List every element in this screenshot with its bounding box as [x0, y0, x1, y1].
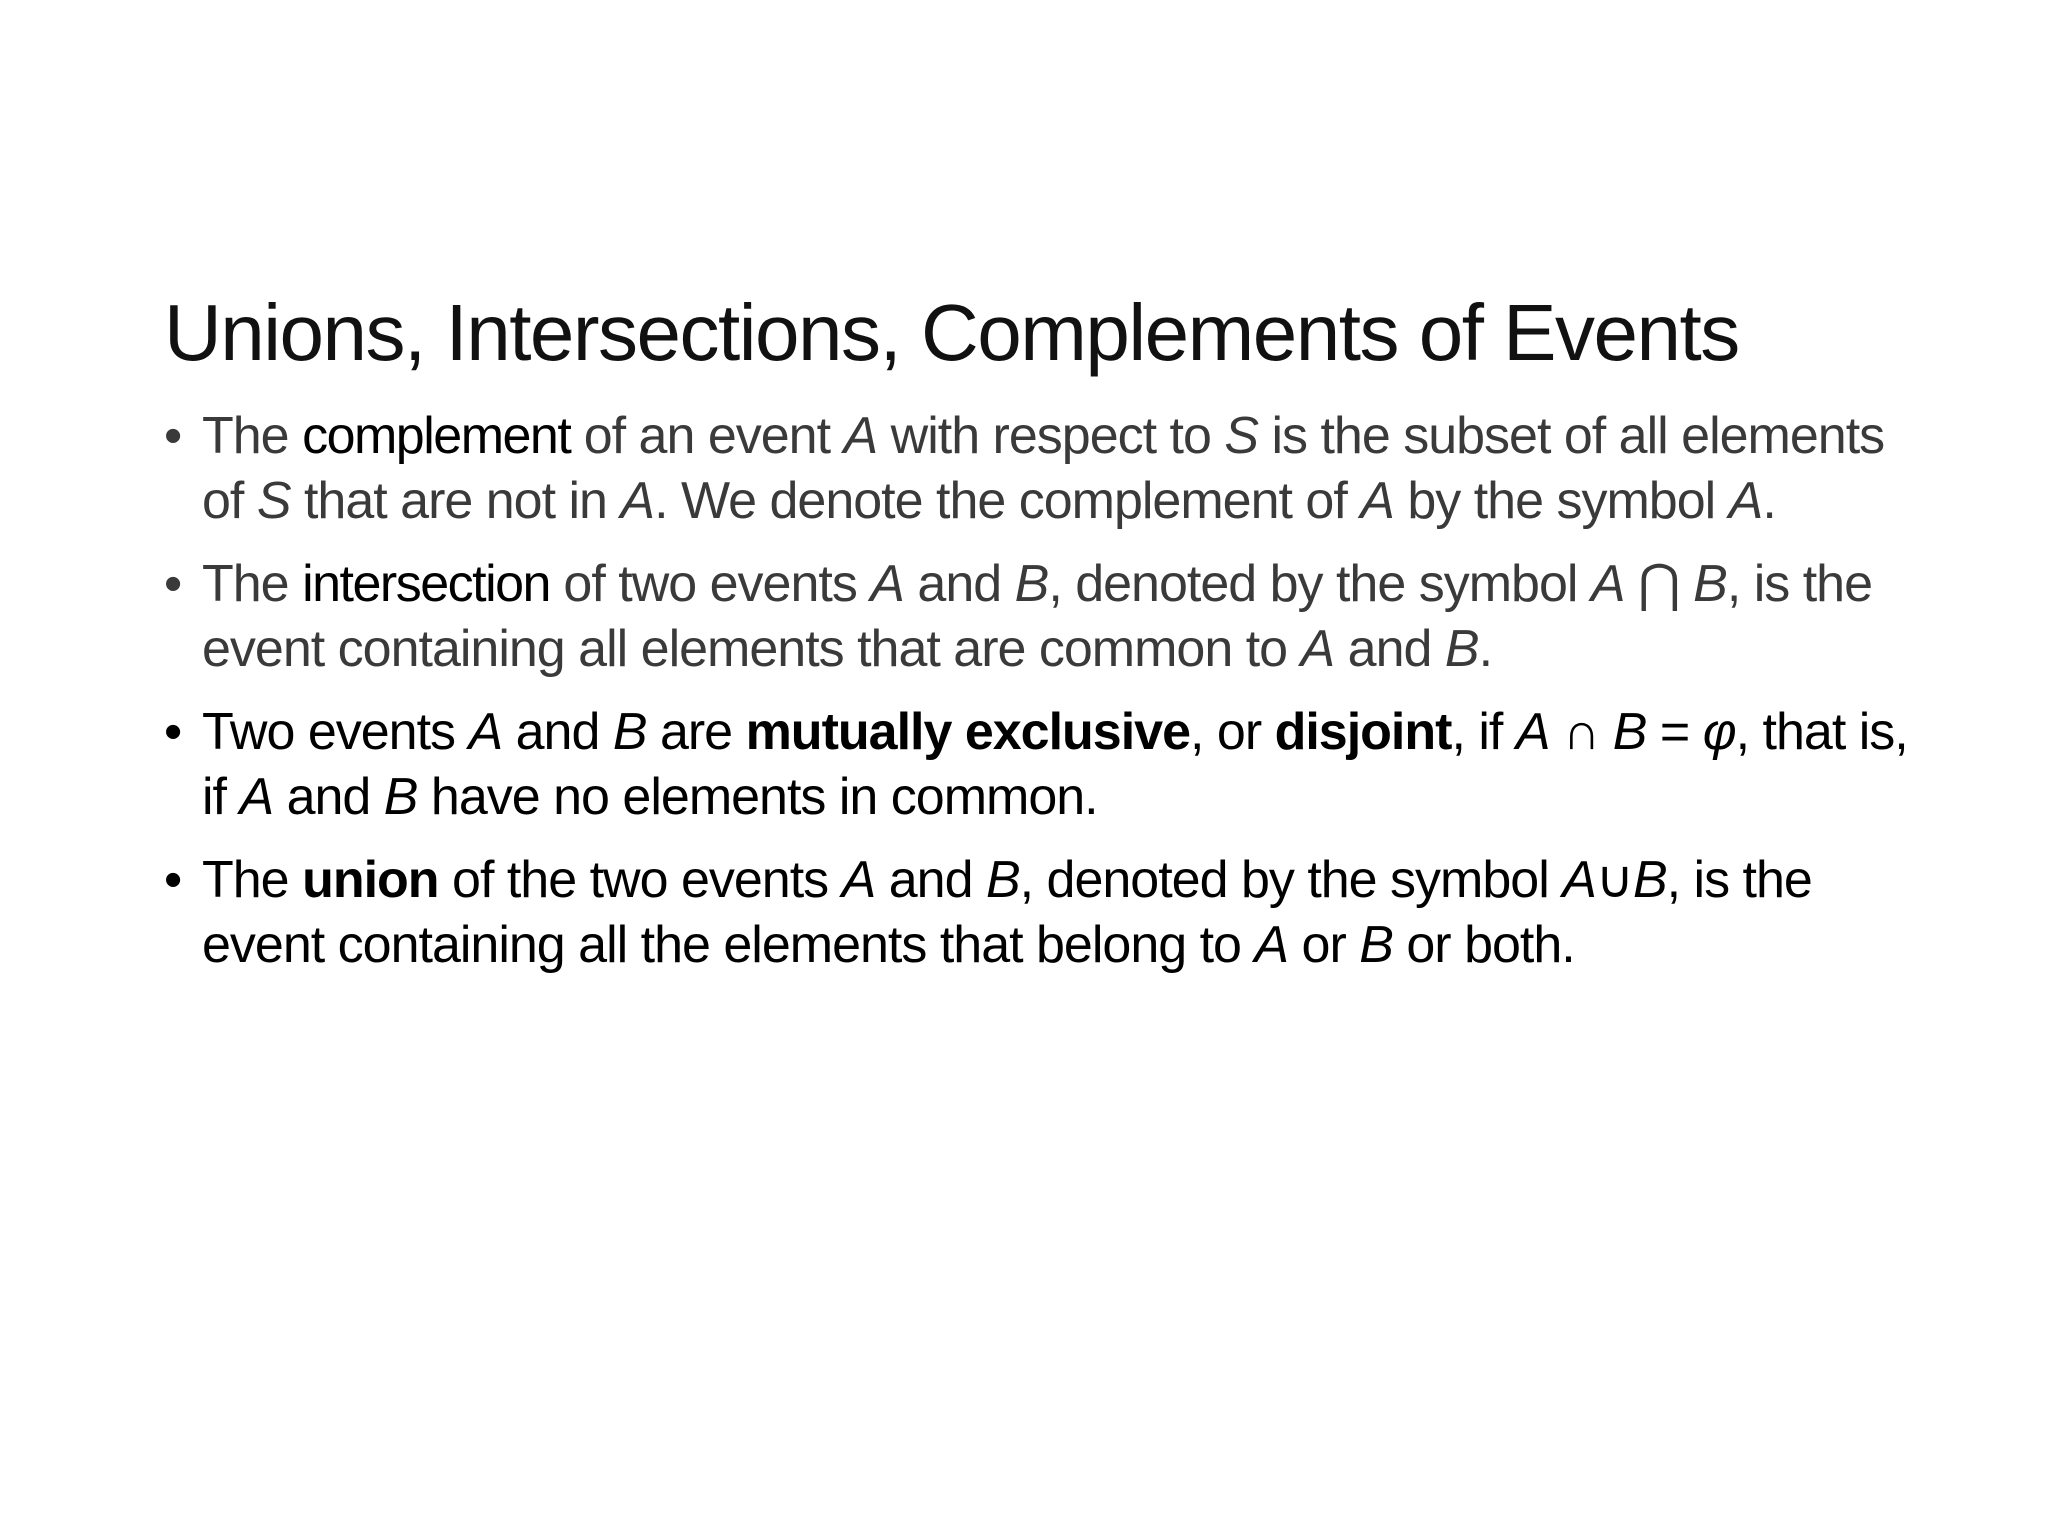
- term-mutually-exclusive: mutually exclusive: [745, 703, 1191, 761]
- bullet-complement: [164, 404, 1924, 534]
- term-union: union: [302, 851, 439, 909]
- term-intersection: intersection: [302, 555, 550, 613]
- bullet-text: Two events A and B are mutually exclusive, or disjoint, if A ∩ B = φ, that is, if A and B have no elements in common.: [202, 703, 1908, 826]
- term-complement: complement: [302, 407, 571, 465]
- bullet-dot-icon: •: [164, 703, 182, 761]
- bullet-mutually-exclusive: [164, 700, 1924, 830]
- bullet-dot-icon: •: [164, 555, 182, 613]
- bullet-text: The union of the two events A and B, denoted by the symbol A∪B, is the event containing all the elements that belong to A or B or both.: [202, 851, 1812, 974]
- bullet-intersection: [164, 552, 1924, 682]
- term-disjoint: disjoint: [1274, 703, 1452, 761]
- bullet-text: The intersection of two events A and B, denoted by the symbol A ⋂ B, is the event containing all elements that are common to A and B.: [202, 555, 1873, 678]
- bullet-list: [164, 404, 1924, 996]
- bullet-dot-icon: •: [164, 407, 182, 465]
- bullet-text: The complement of an event A with respect to S is the subset of all elements of S that are not in A. We denote the complement of A by the symbol A.: [202, 407, 1885, 530]
- slide-title: Unions, Intersections, Complements of Events: [164, 288, 1739, 377]
- bullet-dot-icon: •: [164, 851, 182, 909]
- bullet-union: [164, 848, 1924, 978]
